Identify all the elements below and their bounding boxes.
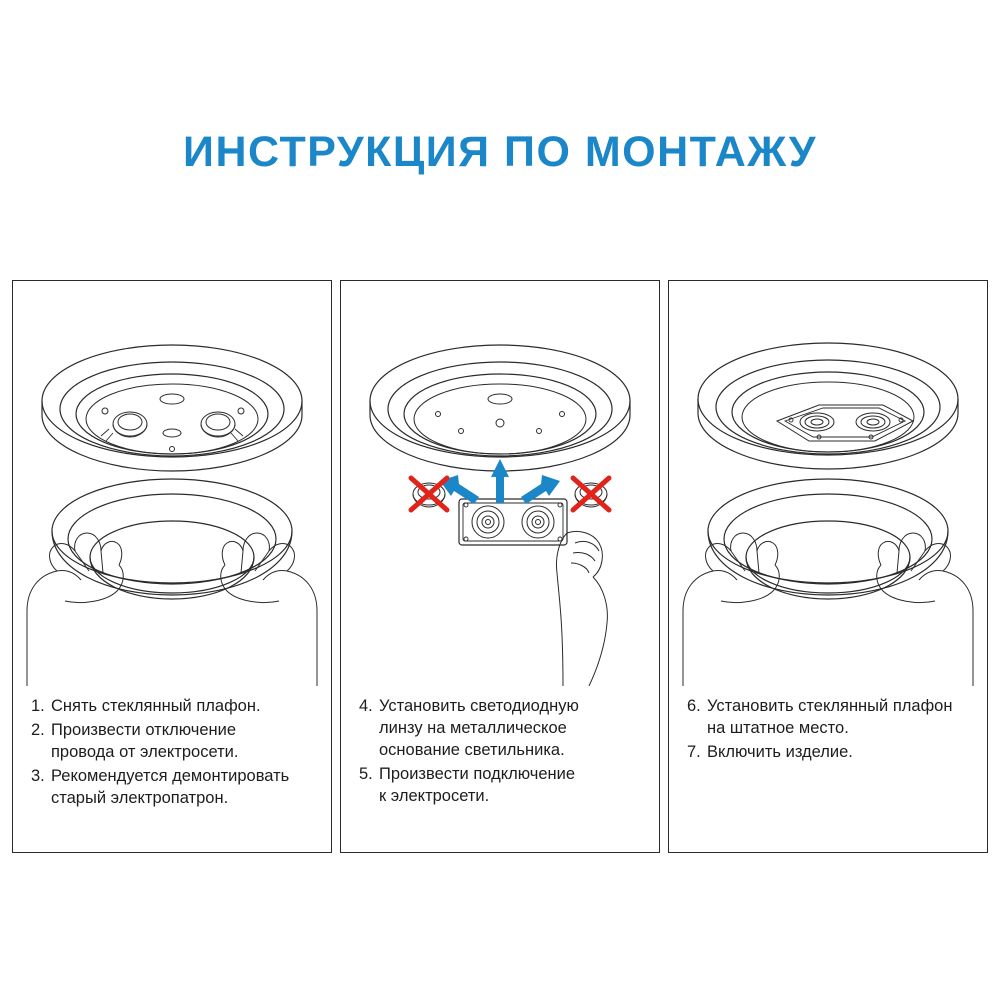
caption-text: Произвести отключение провода от электросети. xyxy=(51,720,239,761)
caption-number: 4. xyxy=(359,697,373,715)
panel-2-caption xyxy=(359,696,647,810)
instruction-panel-2 xyxy=(340,280,660,853)
glass-diffuser-mounting-illustration xyxy=(669,281,987,686)
instruction-panel-3 xyxy=(668,280,988,853)
caption-step xyxy=(359,764,647,808)
caption-step xyxy=(31,720,319,764)
caption-text: Снять стеклянный плафон. xyxy=(51,697,261,715)
page-title: ИНСТРУКЦИЯ ПО МОНТАЖУ xyxy=(183,128,817,176)
caption-number: 2. xyxy=(31,720,45,739)
caption-number: 3. xyxy=(31,766,45,785)
caption-step xyxy=(31,766,319,810)
caption-text: Произвести подключение к электросети. xyxy=(379,764,576,805)
arrow-up-icon xyxy=(491,459,509,503)
caption-text: Установить стеклянный плафон на штатное место. xyxy=(707,697,953,737)
caption-text: Установить светодиодную линзу на металлическое основание светильника. xyxy=(379,697,579,759)
caption-text: Включить изделие. xyxy=(707,742,853,761)
caption-number: 1. xyxy=(31,697,45,715)
led-lens-installation-illustration xyxy=(341,281,659,686)
caption-number: 7. xyxy=(687,742,701,761)
caption-step xyxy=(359,696,647,762)
panel-3-caption xyxy=(687,696,975,766)
caption-text: Рекомендуется демонтировать старый электропатрон. xyxy=(51,766,290,807)
panel-1-caption xyxy=(31,696,319,812)
cross-mark-icon xyxy=(411,478,609,510)
ceiling-lamp-disassembly-illustration xyxy=(13,281,331,686)
caption-step xyxy=(687,696,975,740)
caption-number: 5. xyxy=(359,764,373,783)
caption-step xyxy=(687,742,975,764)
instruction-panels xyxy=(12,280,988,853)
caption-step xyxy=(31,696,319,718)
instruction-panel-1 xyxy=(12,280,332,853)
caption-number: 6. xyxy=(687,697,701,715)
